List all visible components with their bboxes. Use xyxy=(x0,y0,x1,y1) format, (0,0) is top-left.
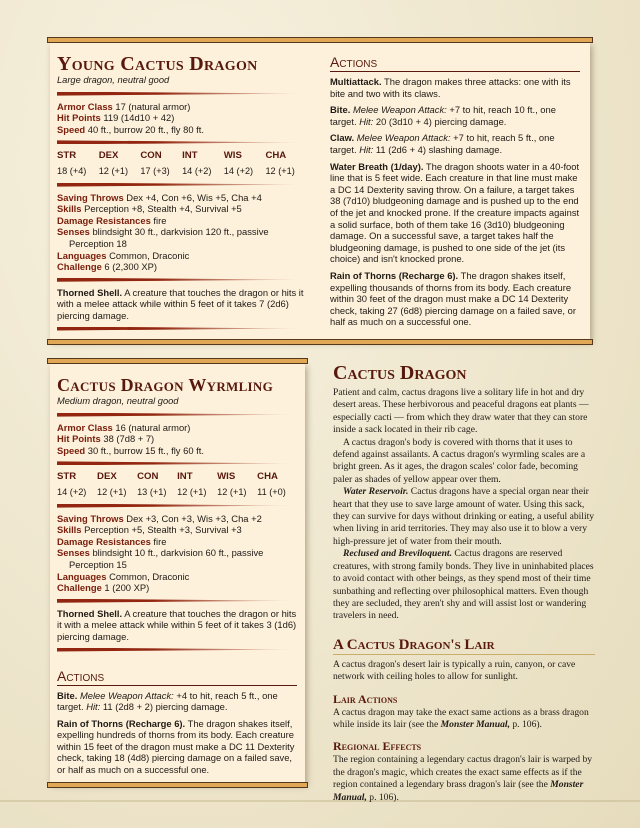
creature-type: Medium dragon, neutral good xyxy=(57,396,179,406)
tapered-rule xyxy=(57,92,307,96)
saving-throws-row: Saving Throws Dex +4, Con +6, Wis +5, Cha +4 xyxy=(57,191,262,203)
lore-column xyxy=(333,362,595,804)
statblock-top-border xyxy=(47,358,308,364)
ability-scores xyxy=(57,150,307,177)
ability-dex: DEX 12 (+1) xyxy=(98,150,129,176)
creature-type: Large dragon, neutral good xyxy=(57,75,170,85)
ability-con: CON 13 (+1) xyxy=(137,471,167,497)
statblock-column xyxy=(57,375,297,781)
lore-title: Cactus Dragon xyxy=(333,362,467,384)
action-claw: Claw. Melee Weapon Attack: +7 to hit, reach 5 ft., one target. Hit: 11 (2d6 + 4) slashing damage. xyxy=(330,132,555,155)
armor-class-row: Armor Class 16 (natural armor) xyxy=(57,421,191,433)
action-water-breath: Water Breath (1/day). The dragon shoots water in a 40-foot line that is 5 feet wide. Each creature in that line must make a DC 14 Dexterity saving throw. On a failure, a target takes 38 (7d10) bludgeoning damage and is pushed up to the end of the jet and knocked prone. If the creature impacts against a solid surface, both of them take 16 (3d10) bludgeoning damage. On a successful save, a target takes half the bludgeoning damage, is pushed to one side of the jet (its choice) and isn't knocked prone. xyxy=(330,160,580,265)
actions-heading: Actions xyxy=(57,668,297,686)
ability-cha: CHA 11 (+0) xyxy=(257,471,286,497)
action-multiattack: Multiattack. The dragon makes three attacks: one with its bite and two with its claws. xyxy=(330,76,571,99)
action-rain-of-thorns: Rain of Thorns (Recharge 6). The dragon shakes itself, expelling hundreds of thorns from its body. Each creature within 15 feet of the dragon must make a DC 11 Dexterity check, taking 18 (4d8) piercing damage on a failed save, or half as much on a successful one. xyxy=(57,717,295,776)
trait-thorned-shell: Thorned Shell. A creature that touches the dragon or hits it with a melee attack while within 5 feet of it takes 7 (2d6) piercing damage. xyxy=(57,286,304,321)
hit-points-row: Hit Points 38 (7d8 + 7) xyxy=(57,433,155,445)
statblock-left-column xyxy=(57,54,307,336)
tapered-rule xyxy=(57,504,297,508)
action-rain-of-thorns: Rain of Thorns (Recharge 6). The dragon shakes itself, expelling thousands of thorns from its body. Each creature within 30 feet of the dragon must make a DC 14 Dexterity check, taking 27 (6d8) piercing damage on a failed save, or half as much on a successful one. xyxy=(330,269,576,328)
lair-heading: A Cactus Dragon's Lair xyxy=(333,637,595,655)
statblock-bottom-border xyxy=(47,339,593,345)
action-bite: Bite. Melee Weapon Attack: +7 to hit, reach 10 ft., one target. Hit: 20 (3d10 + 4) piercing damage. xyxy=(330,104,556,127)
tapered-rule xyxy=(57,183,307,187)
regional-effects-heading: Regional Effects xyxy=(333,739,422,754)
ability-wis: WIS 14 (+2) xyxy=(223,150,254,176)
lair-paragraph: A cactus dragon's desert lair is typically a ruin, canyon, or cave network with ceiling holes to allow for sunlight. xyxy=(333,658,576,683)
challenge-row: Challenge 6 (2,300 XP) xyxy=(57,261,158,273)
challenge-row: Challenge 1 (200 XP) xyxy=(57,582,150,594)
regional-effects-paragraph: The region containing a legendary cactus dragon's lair is warped by the dragon's magic, which creates the exact same effects as if the region contained a legendary brass dragon's lair (see the Monster Manual, p. 106). xyxy=(333,754,593,803)
ability-str: STR 18 (+4) xyxy=(57,150,87,176)
senses-row: Senses blindsight 10 ft., darkvision 60 ft., passive Perception 15 xyxy=(57,547,264,570)
lore-reclused-paragraph: Reclused and Breviloquent. Cactus dragons are reserved creatures, with strong family bonds. They live in uninhabited places to avoid contact with other beings, as they spend most of their time sunbathing and reflecting over philosophical matters. Even though they are secluded, they aren't shy and will assist lost or wandering travelers in need. xyxy=(333,548,594,622)
ability-cha: CHA 12 (+1) xyxy=(265,150,295,176)
ability-dex: DEX 12 (+1) xyxy=(97,471,127,497)
ability-int: INT 14 (+2) xyxy=(182,150,212,176)
statblock-top-border xyxy=(47,37,593,43)
skills-row: Skills Perception +8, Stealth +4, Survival +5 xyxy=(57,203,242,215)
languages-row: Languages Common, Draconic xyxy=(57,249,190,261)
damage-resistances-row: Damage Resistances fire xyxy=(57,535,167,547)
ability-int: INT 12 (+1) xyxy=(177,471,207,497)
speed-row: Speed 30 ft., burrow 15 ft., fly 60 ft. xyxy=(57,444,204,456)
senses-row: Senses blindsight 30 ft., darkvision 120 ft., passive Perception 18 xyxy=(57,226,269,249)
tapered-rule xyxy=(57,278,307,282)
trait-thorned-shell: Thorned Shell. A creature that touches the dragon or hits it with a melee attack while within 5 feet of it takes 3 (1d6) piercing damage. xyxy=(57,607,297,642)
statblock-right-column xyxy=(330,54,580,333)
statblock-bottom-border xyxy=(47,782,308,788)
ability-con: CON 17 (+3) xyxy=(140,150,170,176)
tapered-rule xyxy=(57,599,297,603)
lore-intro-paragraph: Patient and calm, cactus dragons live a solitary life in hot and dry desert areas. These herbivorous and peaceful dragons eat plants — especially cacti — from which they draw water that they can store inside a sack located in their rib cage. xyxy=(333,387,589,436)
creature-name: Young Cactus Dragon xyxy=(57,53,258,75)
statblock-cactus-dragon-wyrmling xyxy=(50,363,305,783)
ability-str: STR 14 (+2) xyxy=(57,471,87,497)
tapered-rule xyxy=(57,140,307,144)
damage-resistances-row: Damage Resistances fire xyxy=(57,214,167,226)
armor-class-row: Armor Class 17 (natural armor) xyxy=(57,100,191,112)
action-bite: Bite. Melee Weapon Attack: +4 to hit, reach 5 ft., one target. Hit: 11 (2d8 + 2) piercing damage. xyxy=(57,689,278,713)
hit-points-row: Hit Points 119 (14d10 + 42) xyxy=(57,112,175,124)
lore-thorns-paragraph: A cactus dragon's body is covered with thorns that it uses to defend against assailants. A cactus dragon's wyrmling scales are a bright green. As it ages, the dragon scales' color fade, becoming paler as shades of yellow appear over them. xyxy=(333,436,586,485)
speed-row: Speed 40 ft., burrow 20 ft., fly 80 ft. xyxy=(57,123,204,135)
languages-row: Languages Common, Draconic xyxy=(57,570,190,582)
skills-row: Skills Perception +5, Stealth +3, Survival +3 xyxy=(57,524,242,536)
tapered-rule xyxy=(57,413,297,417)
lore-water-reservoir-paragraph: Water Reservoir. Cactus dragons have a special organ near their heart that they use to save large amount of water. Using this sack, they can survive for days without drinking or eating, a useful ability when living in arid territories. They may also use it to blow a very high-pressure jet of water from their mouth. xyxy=(333,486,595,547)
statblock-young-cactus-dragon xyxy=(50,42,590,340)
actions-heading: Actions xyxy=(330,54,580,72)
tapered-rule xyxy=(57,648,297,652)
creature-name: Cactus Dragon Wyrmling xyxy=(57,375,274,395)
saving-throws-row: Saving Throws Dex +3, Con +3, Wis +3, Cha +2 xyxy=(57,512,262,524)
tapered-rule xyxy=(57,327,307,331)
lair-actions-paragraph: A cactus dragon may take the exact same actions as a brass dragon while inside its lair (see the Monster Manual, p. 106). xyxy=(333,706,589,730)
tapered-rule xyxy=(57,461,297,465)
ability-scores xyxy=(57,471,297,498)
ability-wis: WIS 12 (+1) xyxy=(217,471,247,497)
lair-actions-heading: Lair Actions xyxy=(333,691,398,706)
